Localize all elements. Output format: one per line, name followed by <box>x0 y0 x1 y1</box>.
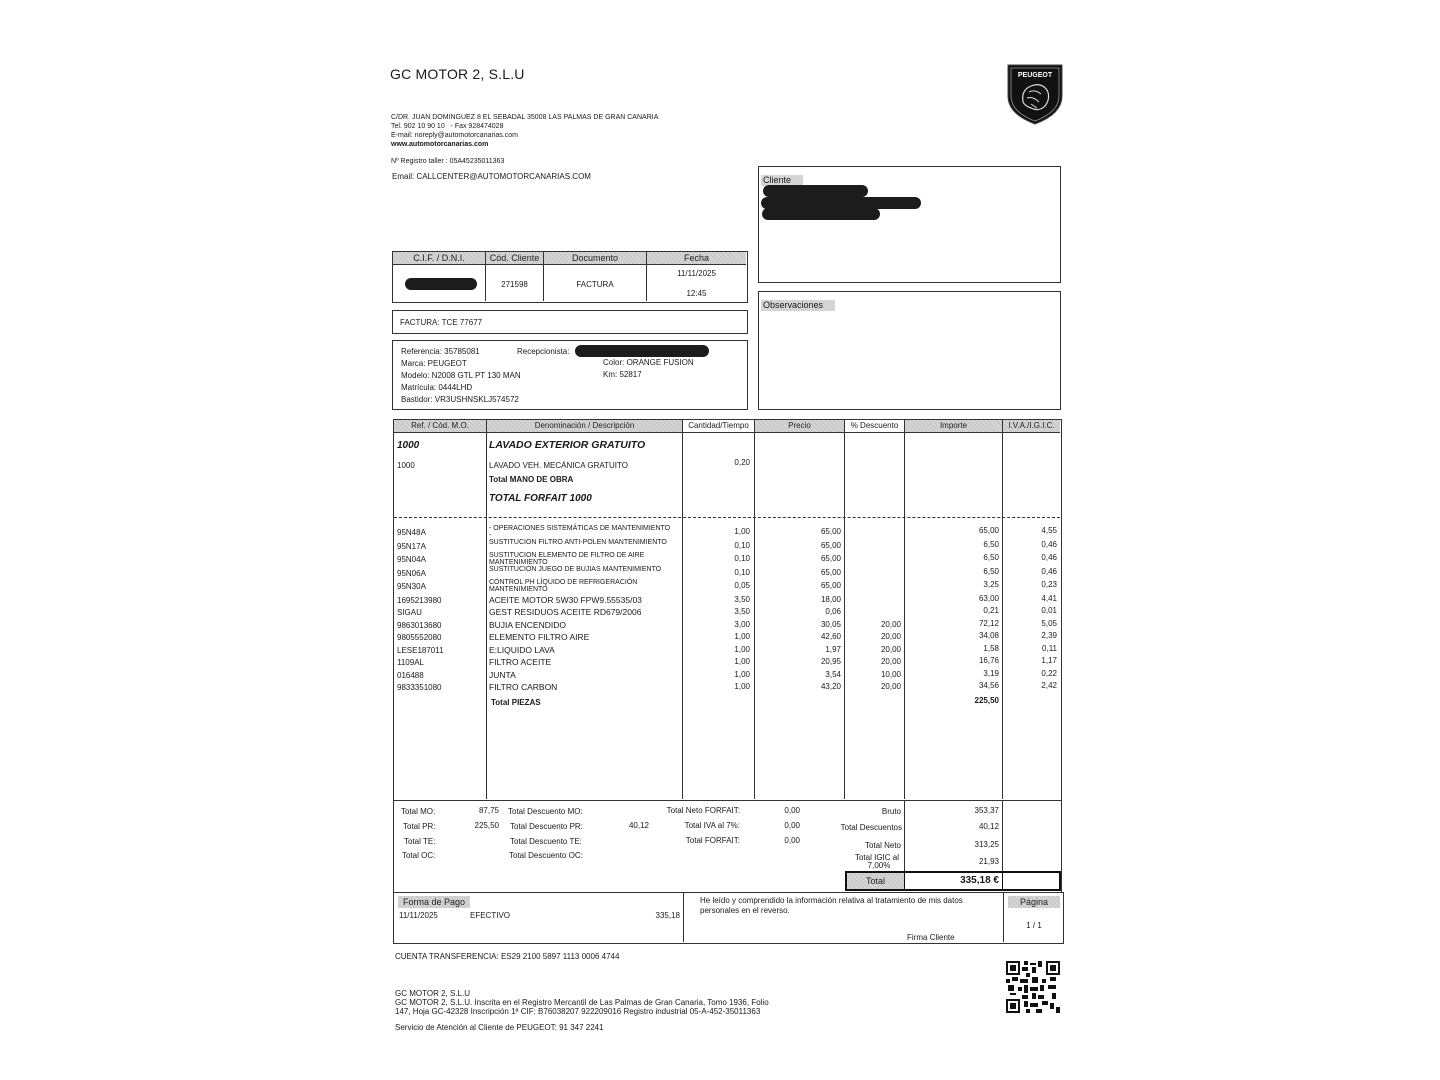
company-phone: Tel. 902 10 90 10 - Fax 928474028 <box>391 123 504 130</box>
privacy-notice: He leído y comprendido la información relativa al tratamiento de mis datos personales en el reverso. <box>700 896 963 915</box>
discount-mo-label: Total Descuento MO: <box>508 807 583 816</box>
row-amount: 34,08 <box>978 631 999 640</box>
vehicle-info-box <box>392 340 748 410</box>
row-description: SUSTITUCION FILTRO ANTI-POLEN MANTENIMIENTO <box>489 539 667 546</box>
row-quantity: 3,00 <box>734 620 750 629</box>
forfait-title: LAVADO EXTERIOR GRATUITO <box>489 439 646 451</box>
row-description: FILTRO CARBON <box>489 682 558 692</box>
row-description: FILTRO ACEITE <box>489 657 552 667</box>
row-ref: 95N30A <box>397 582 426 591</box>
row-ref: 1695213980 <box>397 596 442 605</box>
col-ref: Ref. / Cód. M.O. <box>394 420 486 432</box>
forfait-line-ref: 1000 <box>397 461 415 470</box>
total-parts-value: 225,50 <box>974 696 999 705</box>
document-date: 11/11/2025 <box>677 269 716 278</box>
document-time: 12:45 <box>686 289 707 298</box>
row-description: JUNTA <box>489 670 516 680</box>
row-description: - OPERACIONES SISTEMÁTICAS DE MANTENIMIENTO <box>489 525 671 532</box>
row-price: 20,95 <box>820 657 841 666</box>
row-tax: 0,11 <box>1042 644 1057 653</box>
row-amount: 34,56 <box>978 681 999 690</box>
qr-code-icon[interactable] <box>1006 961 1060 1013</box>
row-amount: 6,50 <box>983 553 999 562</box>
row-amount: 1,58 <box>983 644 999 653</box>
footer-company: GC MOTOR 2, S.L.U <box>395 989 470 998</box>
row-tax: 0,22 <box>1041 669 1057 678</box>
client-box <box>758 166 1061 283</box>
page-number: 1 / 1 <box>1026 921 1042 930</box>
total-discounts-value: 40,12 <box>978 822 999 831</box>
row-quantity: 0,05 <box>734 581 750 590</box>
total-pr-value: 225,50 <box>474 821 499 830</box>
row-amount: 65,00 <box>978 526 999 535</box>
row-tax: 0,46 <box>1041 540 1057 549</box>
document-header-table <box>392 251 748 303</box>
row-amount: 3,19 <box>983 669 999 678</box>
grand-total-row <box>845 871 1061 891</box>
forfait-total-value: 0,00 <box>784 836 800 845</box>
row-price: 43,20 <box>820 682 841 691</box>
page-header: Página <box>1008 896 1060 908</box>
row-description-cont: - <box>489 532 492 539</box>
row-description: ACEITE MOTOR 5W30 FPW9.55535/03 <box>489 595 642 605</box>
row-quantity: 1,00 <box>734 632 750 641</box>
total-mo-value: 87,75 <box>478 806 499 815</box>
redacted-cif <box>405 278 477 290</box>
svg-text:PEUGEOT: PEUGEOT <box>1017 72 1053 79</box>
row-description: GEST RESIDUOS ACEITE RD679/2006 <box>489 607 642 617</box>
row-description: SUSTITUCION JUEGO DE BUJIAS MANTENIMIENTO <box>489 566 662 573</box>
discount-pr-value: 40,12 <box>628 821 649 830</box>
row-amount: 16,76 <box>978 656 999 665</box>
iva-label: Total IVA al 7%: <box>684 821 740 830</box>
total-te-label: Total TE: <box>404 837 436 846</box>
row-ref: SIGAU <box>397 608 422 617</box>
peugeot-lion-shield-icon <box>1005 62 1065 126</box>
table-row <box>394 682 1060 695</box>
row-description: BUJIA ENCENDIDO <box>489 620 566 630</box>
row-quantity: 1,00 <box>734 645 750 654</box>
document-type: FACTURA <box>576 280 614 289</box>
vehicle-plate: Matrícula: 0444LHD <box>401 383 473 392</box>
col-documento: Documento <box>544 252 646 264</box>
payment-date: 11/11/2025 <box>399 911 438 920</box>
discount-oc-label: Total Descuento OC: <box>509 851 583 860</box>
forfait-total: TOTAL FORFAIT 1000 <box>489 493 592 504</box>
observations-box <box>758 291 1061 410</box>
row-ref: 9863013680 <box>397 621 442 630</box>
row-tax: 0,46 <box>1041 567 1057 576</box>
forfait-line-qty: 0,20 <box>734 458 750 467</box>
row-description-cont: MANTENIMIENTO <box>489 586 548 593</box>
col-price: Precio <box>755 420 844 432</box>
company-address: C/DR. JUAN DOMINGUEZ 8 EL SEBADAL 35008 LAS PALMAS DE GRAN CANARIA <box>391 114 659 121</box>
vehicle-reference: Referencia: 35785081 <box>401 347 480 356</box>
payment-method-header: Forma de Pago <box>398 896 470 908</box>
col-description: Denominación / Descripción <box>487 420 682 432</box>
row-ref: 1109AL <box>397 658 424 667</box>
receptionist-label: Recepcionista: <box>517 347 570 356</box>
row-amount: 63,00 <box>978 594 999 603</box>
total-mo-label: Total MO: <box>401 807 436 816</box>
net-forfait-label: Total Neto FORFAIT: <box>666 806 740 815</box>
bank-account: CUENTA TRANSFERENCIA: ES29 2100 5897 1113 0006 4744 <box>395 952 620 961</box>
row-discount: 20,00 <box>880 657 901 666</box>
discount-pr-label: Total Descuento PR: <box>510 822 583 831</box>
vehicle-color: Color: ORANGE FUSION <box>603 358 694 367</box>
observations-label: Observaciones <box>761 300 835 311</box>
redacted-client-name <box>763 185 868 197</box>
row-price: 65,00 <box>820 568 841 577</box>
row-tax: 0,46 <box>1041 553 1057 562</box>
row-ref: 95N06A <box>397 569 426 578</box>
vehicle-km: Km: 52817 <box>603 370 642 379</box>
row-discount: 10,00 <box>880 670 901 679</box>
row-description: E:LIQUIDO LAVA <box>489 645 555 655</box>
total-oc-label: Total OC: <box>402 851 436 860</box>
row-discount: 20,00 <box>880 632 901 641</box>
row-quantity: 3,50 <box>734 607 750 616</box>
row-discount: 20,00 <box>880 682 901 691</box>
forfait-total-labor: Total MANO DE OBRA <box>489 475 574 484</box>
vehicle-model: Modelo: N2008 GTL PT 130 MAN <box>401 371 521 380</box>
vehicle-brand: Marca: PEUGEOT <box>401 359 467 368</box>
row-description-cont: MANTENIMIENTO <box>489 559 548 566</box>
row-price: 1,97 <box>825 645 841 654</box>
net-total-label: Total Neto <box>864 841 901 850</box>
company-website[interactable]: www.automotorcanarias.com <box>391 141 489 148</box>
row-tax: 4,55 <box>1041 526 1057 535</box>
invoice-number: FACTURA: TCE 77677 <box>400 318 483 327</box>
row-ref: 95N17A <box>397 542 426 551</box>
forfait-total-label: Total FORFAIT: <box>685 836 740 845</box>
invoice-number-box <box>392 310 748 334</box>
client-label: Cliente <box>761 175 803 186</box>
row-quantity: 0,10 <box>734 568 750 577</box>
col-tax: I.V.A./I.G.I.C. <box>1003 420 1060 432</box>
grand-total-value: 335,18 € <box>960 875 999 886</box>
row-quantity: 1,00 <box>734 657 750 666</box>
row-quantity: 3,50 <box>734 595 750 604</box>
row-price: 65,00 <box>820 527 841 536</box>
discount-te-label: Total Descuento TE: <box>510 837 582 846</box>
row-tax: 5,05 <box>1041 619 1057 628</box>
footer-customer-service: Servicio de Atención al Cliente de PEUGEOT: 91 347 2241 <box>395 1023 604 1032</box>
row-tax: 4,41 <box>1041 594 1057 603</box>
igic-label: Total IGIC al <box>854 853 899 862</box>
client-code: 271598 <box>501 280 528 289</box>
workshop-registry: Nº Registro taller : 05A45235011363 <box>391 158 505 165</box>
row-amount: 6,50 <box>983 540 999 549</box>
col-discount: % Descuento <box>845 420 904 432</box>
grand-total-label: Total <box>847 873 904 889</box>
row-amount: 72,12 <box>978 619 999 628</box>
company-name: GC MOTOR 2, S.L.U <box>390 66 525 82</box>
total-parts-label: Total PIEZAS <box>491 698 541 707</box>
row-tax: 0,01 <box>1041 606 1057 615</box>
row-discount: 20,00 <box>880 620 901 629</box>
forfait-ref: 1000 <box>397 440 420 451</box>
row-tax: 2,39 <box>1041 631 1057 640</box>
row-quantity: 1,00 <box>734 527 750 536</box>
row-description: SUSTITUCION ELEMENTO DE FILTRO DE AIRE <box>489 552 645 559</box>
net-total-value: 313,25 <box>974 840 999 849</box>
row-quantity: 0,10 <box>734 554 750 563</box>
igic-rate: 7,00% <box>867 861 891 870</box>
row-price: 3,54 <box>825 670 841 679</box>
row-tax: 1,17 <box>1041 656 1057 665</box>
footer-legal-line-1: GC MOTOR 2, S.L.U. Inscrita en el Registro Mercantil de Las Palmas de Gran Canaria, Tomo 1936, Folio <box>395 998 769 1007</box>
row-amount: 6,50 <box>983 567 999 576</box>
row-ref: 9833351080 <box>397 683 442 692</box>
row-description: ELEMENTO FILTRO AIRE <box>489 632 590 642</box>
row-price: 30,05 <box>820 620 841 629</box>
row-price: 42,60 <box>820 632 841 641</box>
row-price: 65,00 <box>820 581 841 590</box>
row-amount: 3,25 <box>983 580 999 589</box>
vehicle-vin: Bastidor: VR3USHNSKLJ574572 <box>401 395 519 404</box>
gross-label: Bruto <box>881 807 901 816</box>
row-quantity: 0,10 <box>734 541 750 550</box>
total-discounts-label: Total Descuentos <box>840 823 902 832</box>
col-quantity: Cantidad/Tiempo <box>683 420 754 432</box>
col-fecha: Fecha <box>647 252 746 264</box>
net-forfait-value: 0,00 <box>784 806 800 815</box>
payment-method: EFECTIVO <box>470 911 511 920</box>
redacted-receptionist <box>575 345 709 357</box>
row-ref: 95N48A <box>397 528 426 537</box>
payment-box <box>393 892 1064 944</box>
redacted-client-city <box>762 208 880 220</box>
row-quantity: 1,00 <box>734 670 750 679</box>
row-ref: 016488 <box>397 671 424 680</box>
row-ref: 9805552080 <box>397 633 442 642</box>
customer-signature-label[interactable]: Firma Cliente <box>907 933 955 942</box>
row-ref: 95N04A <box>397 555 426 564</box>
row-price: 0,06 <box>825 607 841 616</box>
iva-value: 0,00 <box>784 821 800 830</box>
igic-value: 21,93 <box>978 857 999 866</box>
row-price: 18,00 <box>820 595 841 604</box>
table-row <box>394 581 1060 594</box>
row-quantity: 1,00 <box>734 682 750 691</box>
col-cif: C.I.F. / D.N.I. <box>393 252 485 264</box>
col-amount: Importe <box>905 420 1002 432</box>
row-description: CONTROL PH LÍQUIDO DE REFRIGERACIÓN <box>489 579 638 586</box>
payment-amount: 335,18 <box>655 911 680 920</box>
row-ref: LESE187011 <box>397 646 444 655</box>
callcenter-email: Email: CALLCENTER@AUTOMOTORCANARIAS.COM <box>392 172 591 181</box>
row-tax: 2,42 <box>1041 681 1057 690</box>
row-amount: 0,21 <box>983 606 999 615</box>
row-price: 65,00 <box>820 554 841 563</box>
footer-legal-line-2: 147, Hoja GC-42328 Inscripción 1ª CIF: B76038207 922209016 Registro industrial 05-A-452-35011363 <box>395 1007 761 1016</box>
row-discount: 20,00 <box>880 645 901 654</box>
row-tax: 0,23 <box>1041 580 1057 589</box>
line-items-table <box>393 419 1062 801</box>
total-pr-label: Total PR: <box>403 822 436 831</box>
forfait-line-desc: LAVADO VEH. MECÁNICA GRATUITO <box>489 461 628 470</box>
gross-value: 353,37 <box>974 806 999 815</box>
row-price: 65,00 <box>820 541 841 550</box>
totals-box <box>393 800 1062 893</box>
company-email: E-mail: noreply@automotorcanarias.com <box>391 132 518 139</box>
col-cod-cliente: Cód. Cliente <box>486 252 543 264</box>
